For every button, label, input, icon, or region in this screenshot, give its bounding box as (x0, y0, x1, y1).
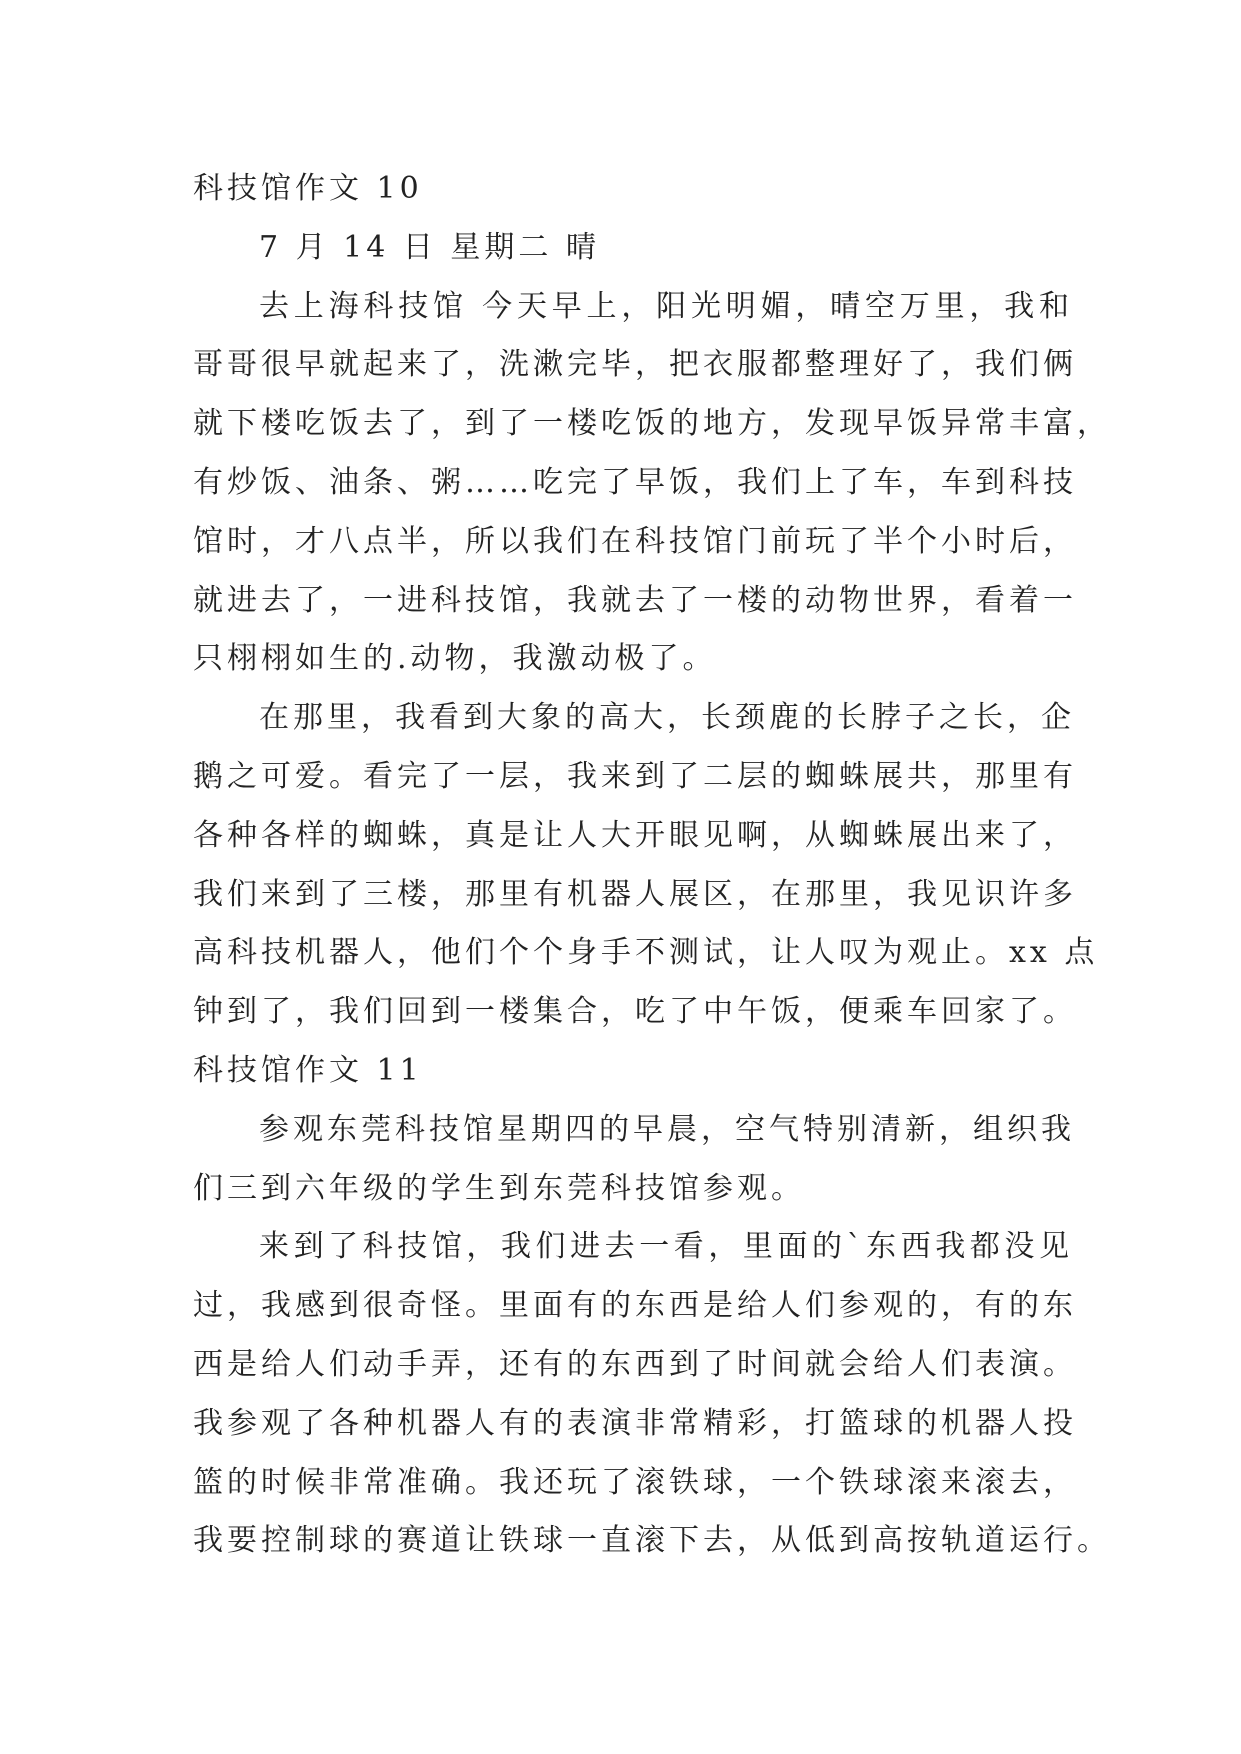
paragraph-line: 来到了科技馆，我们进去一看，里面的`东西我都没见 (259, 1229, 1073, 1265)
paragraph-line: 过，我感到很奇怪。里面有的东西是给人们参观的，有的东 (193, 1288, 1077, 1324)
document-body (193, 160, 1111, 1571)
paragraph-line: 就进去了，一进科技馆，我就去了一楼的动物世界，看着一 (193, 582, 1077, 618)
paragraph-line: 只栩栩如生的.动物，我激动极了。 (193, 641, 717, 677)
paragraph-line: 参观东莞科技馆星期四的早晨，空气特别清新，组织我 (259, 1111, 1075, 1147)
paragraph-line: 我要控制球的赛道让铁球一直滚下去，从低到高按轨道运行。 (193, 1523, 1111, 1559)
section-title-10: 科技馆作文 10 (193, 171, 423, 206)
paragraph-line: 篮的时候非常准确。我还玩了滚铁球，一个铁球滚来滚去， (193, 1464, 1077, 1500)
paragraph-line: 钟到了，我们回到一楼集合，吃了中午饭，便乘车回家了。 (193, 994, 1077, 1030)
paragraph-line: 馆时，才八点半，所以我们在科技馆门前玩了半个小时后， (193, 523, 1077, 559)
paragraph-line: 鹅之可爱。看完了一层，我来到了二层的蜘蛛展共，那里有 (193, 758, 1077, 794)
paragraph-line: 有炒饭、油条、粥……吃完了早饭，我们上了车，车到科技 (193, 464, 1077, 500)
paragraph-line: 我们来到了三楼，那里有机器人展区，在那里，我见识许多 (193, 876, 1077, 912)
section-title-11: 科技馆作文 11 (193, 1052, 423, 1088)
paragraph-line: 各种各样的蜘蛛，真是让人大开眼见啊，从蜘蛛展出来了， (193, 817, 1077, 853)
paragraph-line: 去上海科技馆 今天早上，阳光明媚，晴空万里，我和 (259, 288, 1073, 324)
paragraph-line: 在那里，我看到大象的高大，长颈鹿的长脖子之长，企 (259, 700, 1075, 736)
paragraph-line: 们三到六年级的学生到东莞科技馆参观。 (193, 1170, 805, 1206)
paragraph-line: 我参观了各种机器人有的表演非常精彩，打篮球的机器人投 (193, 1405, 1077, 1441)
paragraph-line: 西是给人们动手弄，还有的东西到了时间就会给人们表演。 (193, 1346, 1077, 1382)
paragraph-line: 哥哥很早就起来了，洗漱完毕，把衣服都整理好了，我们俩 (193, 347, 1077, 383)
paragraph-line: 高科技机器人，他们个个身手不测试，让人叹为观止。xx 点 (193, 935, 1099, 971)
diary-date-line: 7 月 14 日 星期二 晴 (259, 229, 600, 265)
paragraph-line: 就下楼吃饭去了，到了一楼吃饭的地方，发现早饭异常丰富， (193, 406, 1111, 442)
